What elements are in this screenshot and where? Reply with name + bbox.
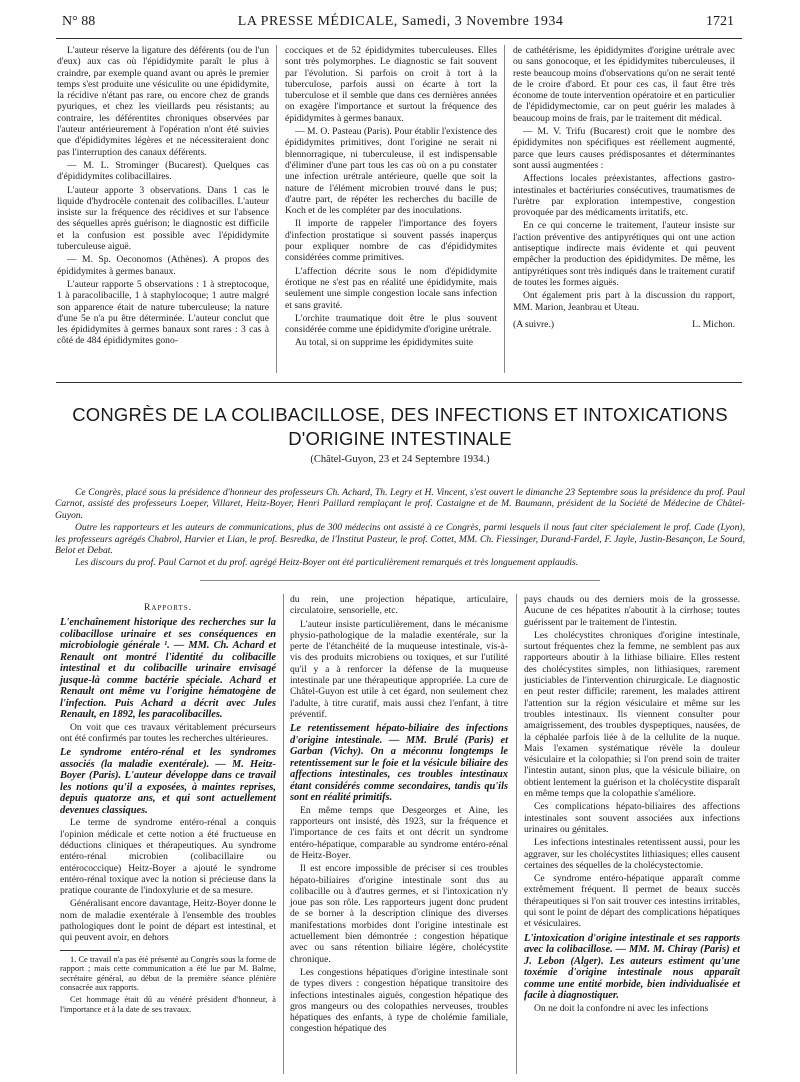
congress-title-line-1: CONGRÈS DE LA COLIBACILLOSE, DES INFECTIONS ET INTOXICATIONS: [72, 404, 728, 425]
intro-paragraph: Les discours du prof. Paul Carnot et du prof. agrégé Heitz-Boyer ont été particulièrement remarqués et très longuement applaudis.: [75, 557, 579, 569]
paragraph: L'affection décrite sous le nom d'épididymite érotique ne s'est pas en réalité une épididymite, mais seulement une simple congestion locale sans infection et sans gravité.: [285, 265, 497, 311]
paragraph: Il est encore impossible de préciser si ces troubles hépato-biliaires d'origine intestinale sont dus au colibacille ou à d'autres germes, et si l'intoxication n'y joue pas son rôle. Les rapporteurs jugent donc prudent de se borner à la description clinique des diverses manifestations morbides dont l'origine intestinale est actuellement bien démontrée : congestion hépatique avec ou sans rétention biliaire légère, cholécystite chronique.: [290, 863, 508, 965]
paragraph: Le terme de syndrome entéro-rénal a conquis l'opinion médicale et cette notion a été fructueuse en déductions cliniques et thérapeutiques. Au syndrome entéro-rénal microbien (colibacillaire ou entérococcique) Heitz-Boyer a ajouté le syndrome entéro-rénal toxique avec la notion si précieuse dans la pratique courante de l'indoxylurie et de sa mesure.: [60, 817, 276, 897]
intro-paragraph: Outre les rapporteurs et les auteurs de communications, plus de 300 médecins ont assisté à ce Congrès, parmi lesquels il nous faut citer spécialement le prof. Cade (Lyon), les professeurs agrégés Chabrol, Harvier et Lian, le prof. Besredka, de l'Institut Pasteur, le prof. Cottet, MM. Ch. Fiessinger, Durand-Fardel, F. Jayle, Justin-Besançon, Le Sourd, Belot et Debat.: [55, 522, 745, 557]
column-divider: [276, 45, 277, 373]
report-heading: L'intoxication d'origine intestinale et ses rapports avec la colibacillose. — MM. M. Chiray (Paris) et J. Lebon (Alger). Les auteurs estiment qu'une toxémie d'origine intestinale nous apparaît comme une entité morbide, bien individualisée et facile à diagnostiquer.: [524, 932, 740, 1002]
paragraph: de cathétérisme, les épididymites d'origine urétrale avec ou sans gonocoque, et les épididymites tuberculeuses, il reste beaucoup moins d'observations qu'on ne serait tenté de le croire d'abord. Et pour ces cas, il faut être très économe de toute intervention opératoire et en particulier de l'épididymectomie, car on peut guérir les malades à beaucoup moins de frais, par le traitement dit médical.: [513, 45, 735, 124]
bottom-column-3: [524, 594, 740, 1016]
bottom-column-1: [60, 602, 276, 1016]
column-divider: [283, 594, 284, 1074]
paragraph: Au total, si on supprime les épididymites suite: [295, 337, 473, 349]
page-header: [62, 14, 734, 36]
paragraph: Les infections intestinales retentissent aussi, pour les aggraver, sur les cholécystites lithiasiques; elles causent certaines des séquelles de la cholécystectomie.: [524, 837, 740, 871]
top-column-2: [285, 45, 497, 351]
report-heading: Le retentissement hépato-biliaire des infections d'origine intestinale. — MM. Brulé (Paris) et Garban (Vichy). On a méconnu longtemps le retentissement sur le foie et la vésicule biliaire des affections intestinales, ces troubles intestinaux étant considérés comme secondaires, tandis qu'ils sont en réalité primitifs.: [290, 723, 508, 804]
footnote: 1. Ce travail n'a pas été présenté au Congrès sous la forme de rapport ; mais cette communication a été lue par M. Balme, secrétaire général, au début de la première séance plénière consacrée aux rapports.: [60, 954, 276, 993]
paragraph: du rein, une projection hépatique, articulaire, circulatoire, sensorielle, etc.: [290, 594, 508, 617]
paragraph: L'orchite traumatique doit être le plus souvent considérée comme une épididymite d'origine urétrale.: [285, 312, 497, 336]
top-column-3: [513, 45, 735, 330]
top-column-1: [57, 45, 269, 349]
footnote-rule: [60, 950, 120, 951]
paragraph: Les cholécystites chroniques d'origine intestinale, surtout fréquentes chez la femme, ne semblent pas aux rapporteurs aboutir à la lithiase biliaire. Elles restent des cholécystites simples, non lithiasiques, rarement justiciables de l'intervention chirurgicale. Le diagnostic en peut rester difficile; rarement, les malades attirent l'attention sur la région vésiculaire et même sur les troubles intestinaux. Ils viennent consulter pour amaigrissement, des troubles dyspeptiques, nausées, de la céphalée parfois liée à de la cellulite de la nuque. Mais l'examen systématique révèle la douleur vésiculaire et la colopathie; si l'on prend soin de traiter l'intestin autant, sinon plus, que la vésicule biliaire, on obtient lentement la guérison et la cholécystite disparaît en même temps que la colopathie s'améliore.: [524, 629, 740, 800]
paragraph: pays chauds ou des derniers mois de la grossesse. Aucune de ces hépatites n'aboutit à la cirrhose; toutes guérissent par le traitement de l'intestin.: [524, 594, 740, 628]
congress-title-line-2: D'ORIGINE INTESTINALE: [288, 428, 512, 449]
paragraph: cocciques et de 52 épididymites tuberculeuses. Elles sont très polymorphes. Le diagnostic se fait souvent par l'évolution. Si parfois on croit à tort à la tuberculose, parfois aussi on écarte à tort la tuberculose et il semble que dans ces dernières années on exagère l'importance et surtout la fréquence des épididymites à germes banaux.: [285, 45, 497, 124]
column-divider: [516, 594, 517, 1074]
paragraph: En même temps que Desgeorges et Aine, les rapporteurs ont insisté, dès 1923, sur la fréquence et l'importance de ces faits et ont décrit un syndrome entéro-hépatique, comparable au syndrome entéro-rénal de Heitz-Boyer.: [290, 804, 508, 861]
bottom-column-2: [290, 594, 508, 1037]
signoff: [513, 319, 735, 330]
journal-title: LA PRESSE MÉDICALE, Samedi, 3 Novembre 1934: [237, 14, 564, 29]
intro-rule: [200, 580, 600, 581]
paragraph: Affections locales préexistantes, affections gastro-intestinales et bactériuries consécutives, traumatismes de l'urètre par exploration intempestive, congestion provoquée par des médicaments irritatifs, etc.: [513, 173, 735, 219]
header-rule: [56, 38, 742, 39]
report-heading: Le syndrome entéro-rénal et les syndromes associés (la maladie exentérale). — M. Heitz-Boyer (Paris). L'auteur développe dans ce travail les notions qu'il a exposées, à maintes reprises, depuis quatorze ans, et qui sont actuellement devenues classiques.: [60, 747, 276, 816]
section-rule: [56, 382, 742, 383]
paragraph: Les congestions hépatiques d'origine intestinale sont de types divers : congestion hépatique transitoire des infections intestinales aiguës, congestion hépatique des gros mangeurs ou des colopathies nerveuses, troubles hépatiques des enfants, à type de cholémie familiale, congestion hépatique des: [290, 966, 508, 1035]
paragraph: Ont également pris part à la discussion du rapport, MM. Marion, Jeanbrau et Uteau.: [513, 290, 735, 313]
paragraph: On ne doit la confondre ni avec les infections: [534, 1002, 709, 1014]
footnote: Cet hommage était dû au vénéré président d'honneur, à l'importance et à la date de ses travaux.: [60, 995, 276, 1014]
column-divider: [504, 45, 505, 373]
paragraph: — M. Sp. Oeconomos (Athènes). A propos des épididymites à germes banaux.: [57, 254, 269, 277]
paragraph: Il importe de rappeler l'importance des foyers d'infection prostatique si souvent passés inaperçus pour expliquer nombre de cas d'épididymites considérées comme primitives.: [285, 218, 497, 264]
intro-paragraph: Ce Congrès, placé sous la présidence d'honneur des professeurs Ch. Achard, Th. Legry et H. Vincent, s'est ouvert le dimanche 23 Septembre sous la présidence du prof. Paul Carnot, assisté des professeurs Loeper, Villaret, Heitz-Boyer, Henri Paillard remplaçant le prof. Castaigne et de M. Baumann, président de la Société de Médecine de Châtel-Guyon.: [55, 487, 745, 521]
congress-subtitle: (Châtel-Guyon, 23 et 24 Septembre 1934.): [310, 454, 490, 465]
paragraph: L'auteur réserve la ligature des déférents (ou de l'un d'eux) aux cas où l'épididymite paraît le plus à craindre, par exemple quand avant ou après le premier temps s'est produite une vésiculite ou une épididymite, la récidive n'étant pas rare, ou encore chez de grands pyuriques, et chez les vieillards peu résistants; au contraire, les déférentites chroniques observées par l'auteur antérieurement à l'opération n'ont été suivies que d'épididymites légères et ne nécessiteraient donc pas l'interruption des canaux déférents.: [57, 45, 269, 158]
paragraph: — M. O. Pasteau (Paris). Pour établir l'existence des épididymites primitives, dont l'origine ne serait ni blennorragique, ni tuberculeuse, il est indispensable d'éliminer d'une part tous les cas où on a pu constater une infection urétrale antérieure, quelle que soit la nature de l'élément microbien trouvé dans le pus; d'autre part, de répéter les recherches du bacille de Koch et de les compléter par des inoculations.: [285, 126, 497, 217]
report-heading: L'enchaînement historique des recherches sur la colibacillose urinaire et ses conséquences en microbiologie générale ¹. — MM. Ch. Achard et Renault ont montré l'identité du colibacille intestinal et du colibacille urinaire envisagé jusque-là comme bactérie spéciale. Achard et Renault ont même vu l'origine hématogène de l'infection. Puis Achard a décrit avec Jules Renault, en 1892, les paracolibacilles.: [60, 617, 276, 721]
author-signature: L. Michon.: [692, 318, 735, 330]
congress-intro: [55, 487, 745, 570]
paragraph: — M. V. Trifu (Bucarest) croit que le nombre des épididymites non spécifiques est réellement augmenté, parce que leurs causes prédisposantes et déterminantes sont aussi augmentées :: [513, 126, 735, 171]
paragraph: L'auteur insiste particulièrement, dans le mécanisme physio-pathologique de la maladie exentérale, sur la perte de l'étanchéité de la muqueuse intestinale, vis-à-vis des produits microbiens ou toxiques, et sur l'utilité qu'il y a à renforcer la défense de la muqueuse intestinale par une thérapeutique appropriée. La cure de Châtel-Guyon est utile à cet égard, non seulement chez l'adulte, à titre curatif, mais aussi chez l'enfant, à titre préventif.: [290, 618, 508, 720]
page-number: 1721: [705, 14, 734, 29]
issue-number: N° 88: [62, 14, 96, 29]
paragraph: En ce qui concerne le traitement, l'auteur insiste sur l'action préventive des antipyrétiques qui ont une action antiseptique indirecte mais évidente et qui peuvent empêcher la production des épididymites. De même, les antipyrétiques sont très indiqués dans le traitement curatif de toutes les formes aiguës.: [513, 220, 735, 288]
continued-note: (A suivre.): [513, 318, 555, 330]
paragraph: On voit que ces travaux véritablement précurseurs ont été confirmés par toutes les recherches ultérieures.: [60, 721, 276, 745]
paragraph: Ce syndrome entéro-hépatique apparaît comme extrêmement fréquent. Il permet de beaux succès thérapeutiques si l'on sait trouver ces intestins irritables, qui sont le point de départ des complications hépatiques et vésiculaires.: [524, 873, 740, 930]
paragraph: — M. L. Strominger (Bucarest). Quelques cas d'épididymites colibacillaires.: [57, 159, 269, 183]
paragraph: Ces complications hépato-biliaires des affections intestinales sont souvent associées aux infections urinaires ou génitales.: [524, 801, 740, 835]
paragraph: L'auteur apporte 3 observations. Dans 1 cas le liquide d'hydrocèle contenait des colibacilles. L'auteur insiste sur la fréquence des récidives et sur l'absence des séquelles après guérison; le diagnostic est difficile et la confusion est possible avec l'épididymite tuberculeuse aiguë.: [57, 184, 269, 253]
section-heading: Rapports.: [143, 602, 193, 613]
paragraph: Généralisant encore davantage, Heitz-Boyer donne le nom de maladie exentérale à l'ensemble des troubles pathologiques dont le point de départ est intestinal, et qui peuvent avoir, en dehors: [60, 898, 276, 944]
paragraph: L'auteur rapporte 5 observations : 1 à streptocoque, 1 à paracolibacille, 1 à staphylocoque; 1 autre malgré son apparence était de nature tuberculeuse; la nature d'une 5e n'a pu être déterminée. L'auteur conclut que les épididymites à germes banaux sont rares : 3 cas à côté de 484 épididymites gono-: [57, 278, 269, 347]
